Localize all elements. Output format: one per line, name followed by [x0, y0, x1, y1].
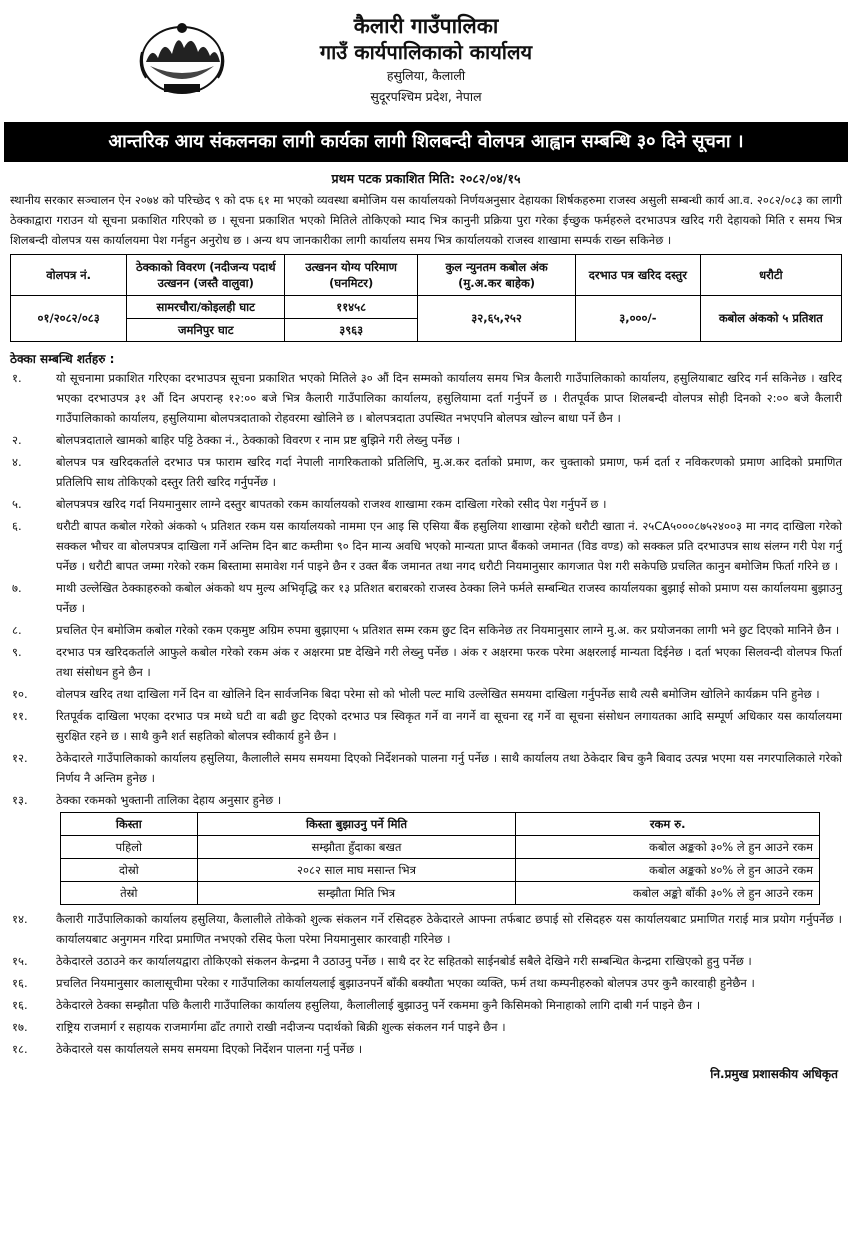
- installment-date: सम्झौता हुँदाका बखत: [197, 836, 516, 859]
- term-text: ठेकेदारले यस कार्यालयले समय समयमा दिएको निर्देशन पालना गर्नु पर्नेछ ।: [56, 1042, 363, 1056]
- province-name: सुदूरपश्चिम प्रदेश, नेपाल: [370, 89, 482, 104]
- column-header: दरभाउ पत्र खरिद दस्तुर: [576, 255, 701, 296]
- term-text: बोलपत्र पत्र खरिदकर्ताले दरभाउ पत्र फाराम खरिद गर्दा नेपाली नागरिकताको प्रतिलिपि, मु.अ.कर दर्ताको प्रमाण, कर चुक्ताको प्रमाण, फर्म दर्ता र नविकरणको प्रमाण आदिको प्रमाणित प्रतिलिपि साथ तोकिएको दस्तुर तिरी खरिद गर्नुपर्नेछ ।: [56, 455, 842, 489]
- term-number: ११.: [12, 709, 28, 723]
- payment-schedule-table: [60, 812, 820, 905]
- form-fee: ३,०००/-: [576, 296, 701, 342]
- term-number: १३.: [12, 793, 28, 807]
- term-text: वोलपत्र खरिद तथा दाखिला गर्ने दिन वा खोलिने दिन सार्वजनिक बिदा परेमा सो को भोली पल्ट माथि उल्लेखित समयमा दाखिला गर्नुपर्नेछ साथै त्यसै बमोजिम खोलिने कार्यक्रम पनि हुनेछ ।: [56, 687, 820, 701]
- term-text: रितपूर्वक दाखिला भएका दरभाउ पत्र मध्ये घटी वा बढी छुट दिएको दरभाउ पत्र स्विकृत गर्ने वा नगर्ने वा सूचना रद्द गर्ने वा सूचना संसोधन लगायतका आदि सम्पूर्ण अधिकार यस कार्यालयमा सुरक्षित रहने छ । साथै कुनै शर्त सहतिको बोलपत्र स्वीकार्य हुने छैन ।: [56, 709, 842, 743]
- term-item: [10, 1039, 842, 1059]
- installment-amount: कबोल अङ्को बाँकी ३०% ले हुन आउने रकम: [516, 882, 820, 905]
- term-text: ठेकेदारले उठाउने कर कार्यालयद्वारा तोकिएको संकलन केन्द्रमा नै उठाउनु पर्नेछ । साथै दर रेट सहितको साईनबोर्ड सबैले देखिने गरी सम्बन्धित केन्द्रमा राखिएको हुनु पर्नेछ ।: [56, 954, 752, 968]
- terms-heading: ठेक्का सम्बन्धि शर्तहरु :: [10, 352, 115, 366]
- term-item: [10, 516, 842, 576]
- column-header: धरौटी: [700, 255, 841, 296]
- installment-amount: कबोल अङ्कको ३०% ले हुन आउने रकम: [516, 836, 820, 859]
- term-item: [10, 578, 842, 618]
- payment-table-header: [61, 813, 820, 836]
- term-text: ठेकेदारले ठेक्का सम्झौता पछि कैलारी गाउँपालिका कार्यालय हसुलिया, कैलालीलाई बुझाउनु पर्ने रकममा कुनै किसिमको मिनाहाको लागि दाबी गर्न पाइने छैन ।: [56, 998, 701, 1012]
- term-item: [10, 452, 842, 492]
- column-header: उत्खनन योग्य परिमाण (घनमिटर): [285, 255, 418, 296]
- signatory-title: नि.प्रमुख प्रशासकीय अधिकृत: [710, 1067, 838, 1081]
- term-item: [10, 790, 842, 810]
- table-row: [61, 836, 820, 859]
- term-item: [10, 620, 842, 640]
- term-text: प्रचलित नियमानुसार कालासूचीमा परेका र गाउँपालिका कार्यालयलाई बुझाउनपर्ने बाँकी बक्यौता भएका व्यक्ति, फर्म तथा कम्पनीहरुको बोलपत्र उपर कुनै कारवाही हुनेछैन ।: [56, 976, 755, 990]
- minimum-bid-amount: ३२,६५,२५२: [418, 296, 576, 342]
- extractable-quantity: ११४५८: [285, 296, 418, 319]
- term-number: १८.: [12, 1042, 28, 1056]
- term-item: [10, 995, 842, 1015]
- term-number: १.: [12, 371, 22, 385]
- installment-name: तेस्रो: [61, 882, 198, 905]
- column-header: रकम रु.: [516, 813, 820, 836]
- term-number: १६.: [12, 998, 28, 1012]
- term-item: [10, 748, 842, 788]
- column-header: किस्ता: [61, 813, 198, 836]
- column-header: ठेक्काको विवरण (नदीजन्य पदार्थ उत्खनन (जस्तै वालुवा): [127, 255, 285, 296]
- term-text: धरौटी बापत कबोल गरेको अंकको ५ प्रतिशत रकम यस कार्यालयको नाममा एन आइ सि एसिया बैंक हसुलिया शाखामा रहेको धरौटी खाता नं. २५CA५०००८७५२४००३ मा नगद दाखिला गरेको सक्कल भौचर वा बोलपत्रपत्र दाखिला गर्ने अन्तिम दिन बाट कम्तीमा ९० दिन मान्य अवधि भएको मान्यता प्राप्त बैंकको जमानत (विड वण्ड) को सक्कल प्रति दरभाउपत्र साथ संलग्न गरी पेश गर्नु पर्नेछ । धरौटी बापत जम्मा गरेको रकम बिस्तामा समावेश गर्न पाइने छैन र उक्त बैंक जमानत तथा नगद धरौटी नियमानुसार कागजात पेश गरी सकेपछि प्रचलित कानुन बमोजिम फिर्ता गरिने छ ।: [56, 519, 842, 573]
- term-text: दरभाउ पत्र खरिदकर्ताले आफुले कबोल गरेको रकम अंक र अक्षरमा प्रष्ट देखिने गरी लेख्नु पर्नेछ । अंक र अक्षरमा फरक परेमा अक्षरलाई मान्यता दिईनेछ । दर्ता भएका सिलवन्दी वोलपत्र फिर्ता तथा संसोधन हुने छैन ।: [56, 645, 842, 679]
- term-number: ५.: [12, 497, 22, 511]
- term-number: १५.: [12, 954, 28, 968]
- deposit-amount: कबोल अंकको ५ प्रतिशत: [700, 296, 841, 342]
- term-number: १७.: [12, 1020, 28, 1034]
- table-row: [61, 882, 820, 905]
- table-row: [11, 296, 842, 319]
- term-item: [10, 494, 842, 514]
- term-text: प्रचलित ऐन बमोजिम कबोल गरेको रकम एकमुष्ट अग्रिम रुपमा बुझाएमा ५ प्रतिशत सम्म रकम छुट दिन सकिनेछ तर नियमानुसार लाग्ने मु.अ. कर प्रयोजनका लागी भने छुट दिएको मानिने छैन ।: [56, 623, 840, 637]
- term-text: ठेकेदारले गाउँपालिकाको कार्यालय हसुलिया, कैलालीले समय समयमा दिएको निर्देशनको पालना गर्नु पर्नेछ । साथै कार्यालय तथा ठेकेदार बिच कुनै बिवाद उत्पन्न भएमा यस नगरपालिकाले गरेको निर्णय नै अन्तिम हुनेछ ।: [56, 751, 842, 785]
- term-text: कैलारी गाउँपालिकाको कार्यालय हसुलिया, कैलालीले तोकेको शुल्क संकलन गर्ने रसिदहरु ठेकेदारले आफ्ना तर्फबाट छपाई सो रसिदहरु यस कार्यालयबाट प्रमाणित गराई मात्र प्रयोग गर्नुपर्नेछ । कार्यालयबाट अनुगमन गरिदा प्रमाणित नभएको रसिद फेला परेमा नियमानुसार कारवाही गरिनेछ ।: [56, 912, 842, 946]
- table-row: [61, 859, 820, 882]
- term-number: ९.: [12, 645, 22, 659]
- column-header: किस्ता बुझाउनु पर्ने मिति: [197, 813, 516, 836]
- publish-date: प्रथम पटक प्रकाशित मिति: २०८२/०४/१५: [331, 171, 521, 186]
- notice-heading: आन्तरिक आय संकलनका लागी कार्यका लागी शिलबन्दी वोलपत्र आह्वान सम्बन्धि ३० दिने सूचना ।: [4, 122, 848, 162]
- office-address: हसुलिया, कैलाली: [386, 68, 466, 83]
- municipality-name: कैलारी गाउँपालिका: [353, 14, 499, 38]
- installment-name: दोस्रो: [61, 859, 198, 882]
- term-item: [10, 973, 842, 993]
- term-number: १२.: [12, 751, 28, 765]
- term-item: [10, 706, 842, 746]
- term-item: [10, 684, 842, 704]
- tender-table: [10, 254, 842, 342]
- tender-table-header: [11, 255, 842, 296]
- term-text: राष्ट्रिय राजमार्ग र सहायक राजमार्गमा ढाँट तगारो राखी नदीजन्य पदार्थको बिक्री शुल्क संकलन गर्न पाइने छैन ।: [56, 1020, 506, 1034]
- bid-number: ०१/२०८२/०८३: [11, 296, 127, 342]
- installment-amount: कबोल अङ्कको ४०% ले हुन आउने रकम: [516, 859, 820, 882]
- term-item: [10, 368, 842, 428]
- extractable-quantity: ३९६३: [285, 319, 418, 342]
- contract-description: सामरचौरा/कोइलही घाट: [127, 296, 285, 319]
- term-item: [10, 430, 842, 450]
- term-text: बोलपत्रपत्र खरिद गर्दा नियमानुसार लाग्ने दस्तुर बापतको रकम कार्यालयको राजश्व शाखामा रकम दाखिला गरेको रसीद पेश गर्नुपर्ने छ ।: [56, 497, 607, 511]
- intro-paragraph: स्थानीय सरकार सञ्चालन ऐन २०७४ को परिच्छेद ९ को दफ ६१ मा भएको व्यवस्था बमोजिम यस कार्यालयको निर्णयअनुसार देहायका शिर्षकहरुमा राजस्व असुली सम्बन्धी कार्य आ.व. २०८२/०८३ का लागी ठेक्काद्वारा गराउन यो सूचना प्रकाशित गरिएको छ । सूचना प्रकाशित भएको मितिले तोकिएको म्याद भित्र कानुनी प्रक्रिया पुरा गरेका ईच्छुक फर्महरुले दरभाउपत्र खरिद गरी देहायको मिति र समय भित्र शिलबन्दी वोलपत्र यस कार्यालयमा पेश गर्नहुन अनुरोध छ । अन्य थप जानकारीका लागी कार्यालय समय भित्र कार्यालयको राजस्व शाखामा सम्पर्क राख्न सकिनेछ ।: [10, 193, 842, 247]
- contract-description: जमनिपुर घाट: [127, 319, 285, 342]
- term-number: ६.: [12, 519, 22, 533]
- term-number: ४.: [12, 455, 22, 469]
- installment-date: सम्झौता मिति भित्र: [197, 882, 516, 905]
- office-name: गाउँ कार्यपालिकाको कार्यालय: [319, 40, 533, 64]
- column-header: कुल न्युनतम कबोल अंक (मु.अ.कर बाहेक): [418, 255, 576, 296]
- term-item: [10, 909, 842, 949]
- terms-list-continued: [10, 909, 842, 1059]
- term-number: २.: [12, 433, 22, 447]
- term-text: माथी उल्लेखित ठेक्काहरुको कबोल अंकको थप मुल्य अभिवृद्धि कर १३ प्रतिशत बराबरको राजस्व ठेक्का लिने फर्मले सम्बन्धित राजस्व कार्यालयका बुझाई सोको प्रमाण यस कार्यालयमा बुझाउनु पर्नेछ ।: [56, 581, 842, 615]
- term-number: १६.: [12, 976, 28, 990]
- installment-date: २०८२ साल माघ मसान्त भित्र: [197, 859, 516, 882]
- term-number: ८.: [12, 623, 22, 637]
- term-item: [10, 1017, 842, 1037]
- term-number: ७.: [12, 581, 22, 595]
- government-emblem-icon: [138, 16, 226, 96]
- column-header: वोलपत्र नं.: [11, 255, 127, 296]
- term-item: [10, 642, 842, 682]
- letterhead: [10, 0, 842, 122]
- term-number: १०.: [12, 687, 28, 701]
- installment-name: पहिलो: [61, 836, 198, 859]
- term-number: १४.: [12, 912, 28, 926]
- term-text: ठेक्का रकमको भुक्तानी तालिका देहाय अनुसार हुनेछ ।: [56, 793, 282, 807]
- term-item: [10, 951, 842, 971]
- term-text: यो सूचनामा प्रकाशित गरिएका दरभाउपत्र सूचना प्रकाशित भएको मितिले ३० औं दिन सम्मको कार्यालय समय भित्र कैलारी गाउँपालिकाको कार्यालय, हसुलियाबाट खरिद गर्न सकिनेछ । खरिद भएका दरभाउपत्र ३१ औं दिन अपरान्ह १२:०० बजे भित्र कैलारी गाउँपालिका कार्यालय, हसुलियामा दर्ता गर्नुपर्ने छ । रीतपूर्वक प्राप्त शिलबन्दी वोलपत्र सोही दिनको २:०० बजे कैलारी गाउँपालिकाको कार्यालय, हसुलियामा बोलपत्रदाताको रोहवरमा खोलिने छ । बोलपत्रदाता उपस्थित नभएपनि बोलपत्र खोल्न बाधा पर्ने छैन ।: [56, 371, 842, 425]
- term-text: बोलपत्रदाताले खामको बाहिर पट्टि ठेक्का नं., ठेक्काको विवरण र नाम प्रष्ट बुझिने गरी लेख्नु पर्नेछ ।: [56, 433, 461, 447]
- terms-list: [10, 368, 842, 810]
